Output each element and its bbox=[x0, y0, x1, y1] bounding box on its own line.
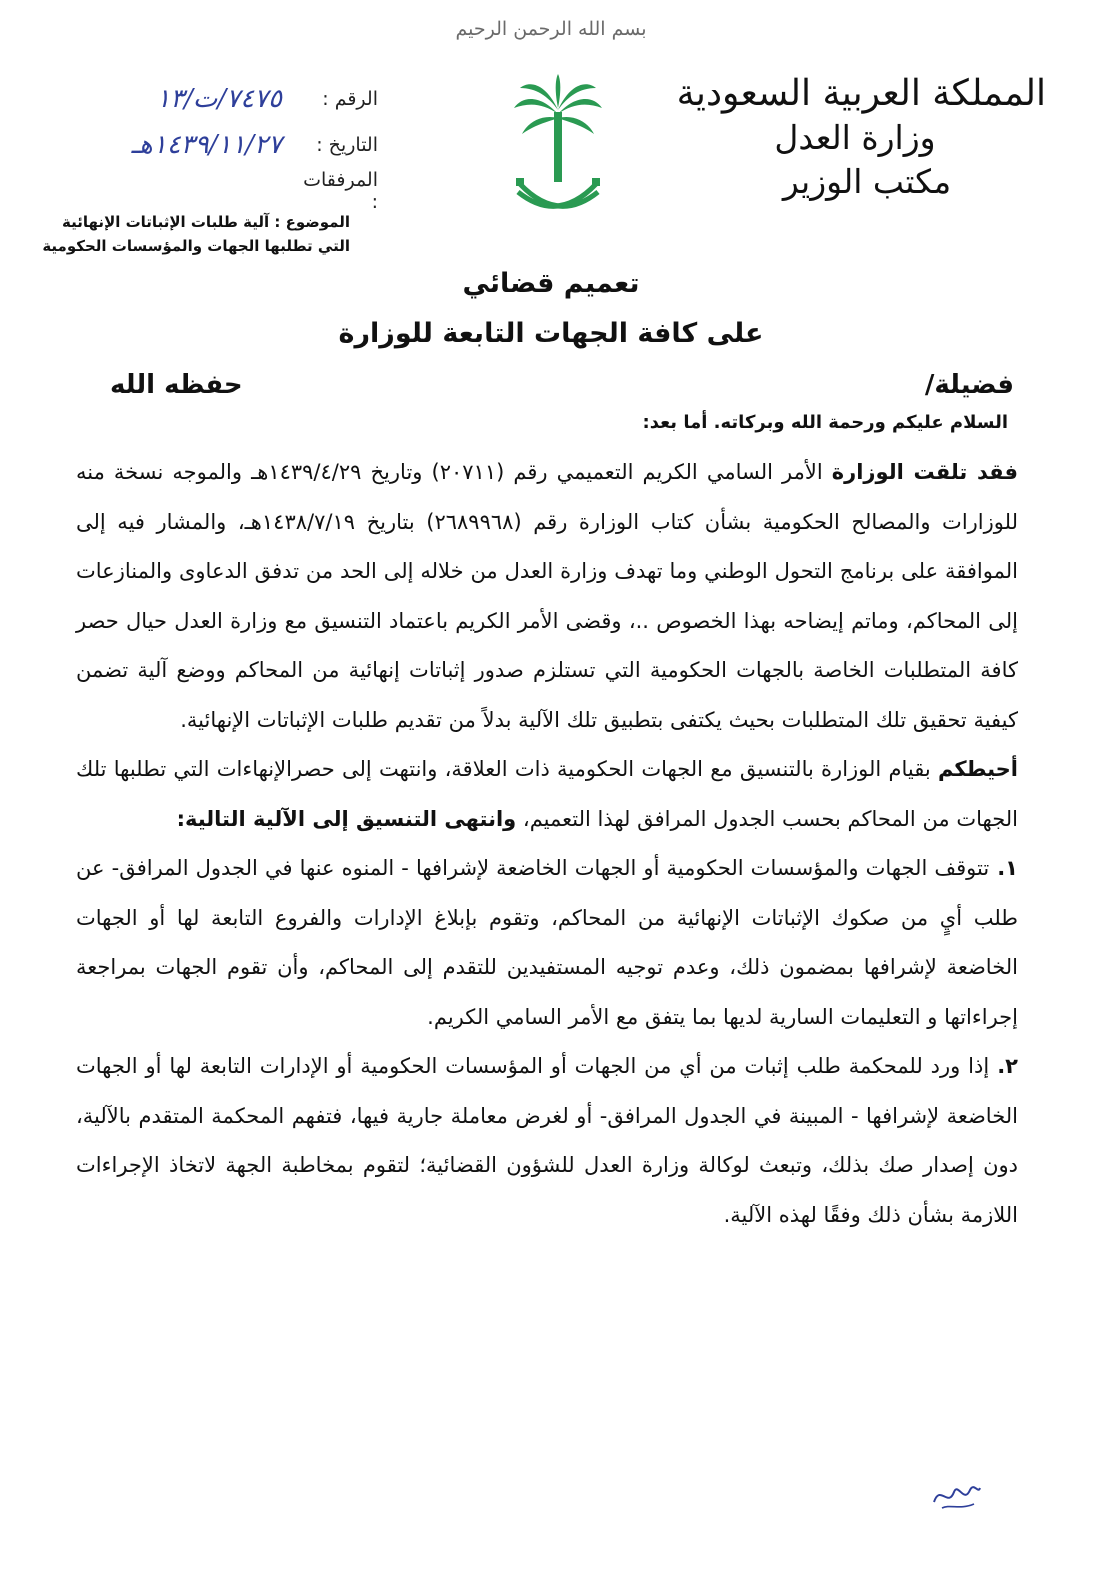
list-item-2 bbox=[76, 1042, 1018, 1240]
handwritten-signature-icon bbox=[930, 1474, 982, 1514]
kingdom-name: المملكة العربية السعودية bbox=[676, 73, 1046, 114]
paragraph-2 bbox=[76, 745, 1018, 844]
paragraph-1-text: الأمر السامي الكريم التعميمي رقم (٢٠٧١١) وتاريخ ١٤٣٩/٤/٢٩هـ والموجه نسخة منه للوزارات والمصالح الحكومية بشأن كتاب الوزارة رقم (٢٦٨٩٩٦٨) بتاريخ ١٤٣٨/٧/١٩هـ، والمشار فيه إلى الموافقة على برنامج التحول الوطني وما تهدف وزارة العدل من خلاله إلى الحد من تدفق الدعاوى والمنازعات إلى المحاكم، وماتم إيضاحه بهذا الخصوص ..، وقضى الأمر الكريم باعتماد التنسيق مع وزارة العدل حيال حصر كافة المتطلبات الخاصة بالجهات الحكومية التي تستلزم صدور إثباتات إنهائية من المحاكم ووضع آلية تضمن كيفية تحقيق تلك المتطلبات بحيث يكتفى بتطبيق تلك الآلية بدلاً من تقديم طلبات الإثباتات الإنهائية. bbox=[76, 460, 1018, 732]
subject-label: الموضوع : bbox=[274, 213, 350, 231]
list-item-2-number: ٢. bbox=[997, 1054, 1018, 1078]
hafizahu-blessing: حفظه الله bbox=[110, 370, 243, 400]
attachments-label: المرفقات : bbox=[303, 169, 378, 213]
subject-text-1: آلية طلبات الإثباتات الإنهائية bbox=[62, 213, 270, 231]
date-value: ١٤٣٩/١١/٢٧هـ bbox=[131, 130, 282, 160]
subject-line-2: التي تطلبها الجهات والمؤسسات الحكومية bbox=[42, 237, 350, 255]
fadila-salutation: فضيلة/ bbox=[924, 370, 1014, 400]
circular-title: تعميم قضائي bbox=[462, 268, 640, 299]
list-item-1 bbox=[76, 844, 1018, 1042]
date-label: التاريخ : bbox=[316, 134, 378, 156]
letter-meta bbox=[38, 76, 378, 214]
greeting-row bbox=[110, 370, 1014, 400]
office-name: مكتب الوزير bbox=[782, 162, 952, 201]
ministry-letterhead bbox=[676, 72, 1046, 204]
salam-greeting: السلام عليكم ورحمة الله وبركاته. أما بعد: bbox=[642, 412, 1008, 433]
list-item-1-text: تتوقف الجهات والمؤسسات الحكومية أو الجهات الخاضعة لإشرافها - المنوه عنها في الجدول المرافق- عن طلب أيٍ من صكوك الإثباتات الإنهائية من المحاكم، وتقوم بإبلاغ الإدارات والفروع التابعة لها أو الجهات الخاضعة لإشرافها بمضمون ذلك، وعدم توجيه المستفيدين للتقدم إلى المحاكم، وأن تقوم الجهات بمراجعة إجراءاتها و التعليمات السارية لديها بما يتفق مع الأمر السامي الكريم. bbox=[76, 856, 1018, 1029]
list-item-2-text: إذا ورد للمحكمة طلب إثبات من أي من الجهات أو المؤسسات الحكومية أو الإدارات التابعة لها أو الجهات الخاضعة لإشرافها - المبينة في الجدول المرافق- أو لغرض معاملة جارية فيها، فتفهم المحكمة المتقدم بالآلية، دون إصدار صك بذلك، وتبعث لوكالة وزارة العدل للشؤون القضائية؛ لتقوم بمخاطبة الجهة لاتخاذ الإجراءات اللازمة بشأن ذلك وفقًا لهذه الآلية. bbox=[76, 1054, 1018, 1227]
reference-number-row bbox=[38, 76, 378, 122]
paragraph-1 bbox=[76, 448, 1018, 745]
reference-number-value: ٧٤٧٥/ت/١٣ bbox=[156, 84, 282, 114]
saudi-emblem-icon bbox=[510, 74, 606, 224]
subject-line-1 bbox=[30, 210, 350, 234]
subject-block bbox=[30, 210, 350, 258]
paragraph-2-text: بقيام الوزارة بالتنسيق مع الجهات الحكومية ذات العلاقة، وانتهت إلى حصرالإنهاءات التي تطلبها تلك الجهات من المحاكم بحسب الجدول المرافق لهذا التعميم، bbox=[76, 757, 1018, 831]
attachments-row bbox=[38, 168, 378, 214]
paragraph-1-lead: فقد تلقت الوزارة bbox=[831, 460, 1018, 484]
basmala: بسم الله الرحمن الرحيم bbox=[455, 18, 647, 40]
date-row bbox=[38, 122, 378, 168]
paragraph-2-lead: أحيطكم bbox=[937, 757, 1018, 781]
reference-number-label: الرقم : bbox=[322, 88, 378, 110]
letter-body bbox=[76, 448, 1018, 1240]
ministry-name: وزارة العدل bbox=[774, 118, 936, 157]
paragraph-2-conclusion: وانتهى التنسيق إلى الآلية التالية: bbox=[176, 806, 517, 831]
list-item-1-number: ١. bbox=[997, 856, 1018, 880]
circular-recipients: على كافة الجهات التابعة للوزارة bbox=[338, 318, 764, 349]
